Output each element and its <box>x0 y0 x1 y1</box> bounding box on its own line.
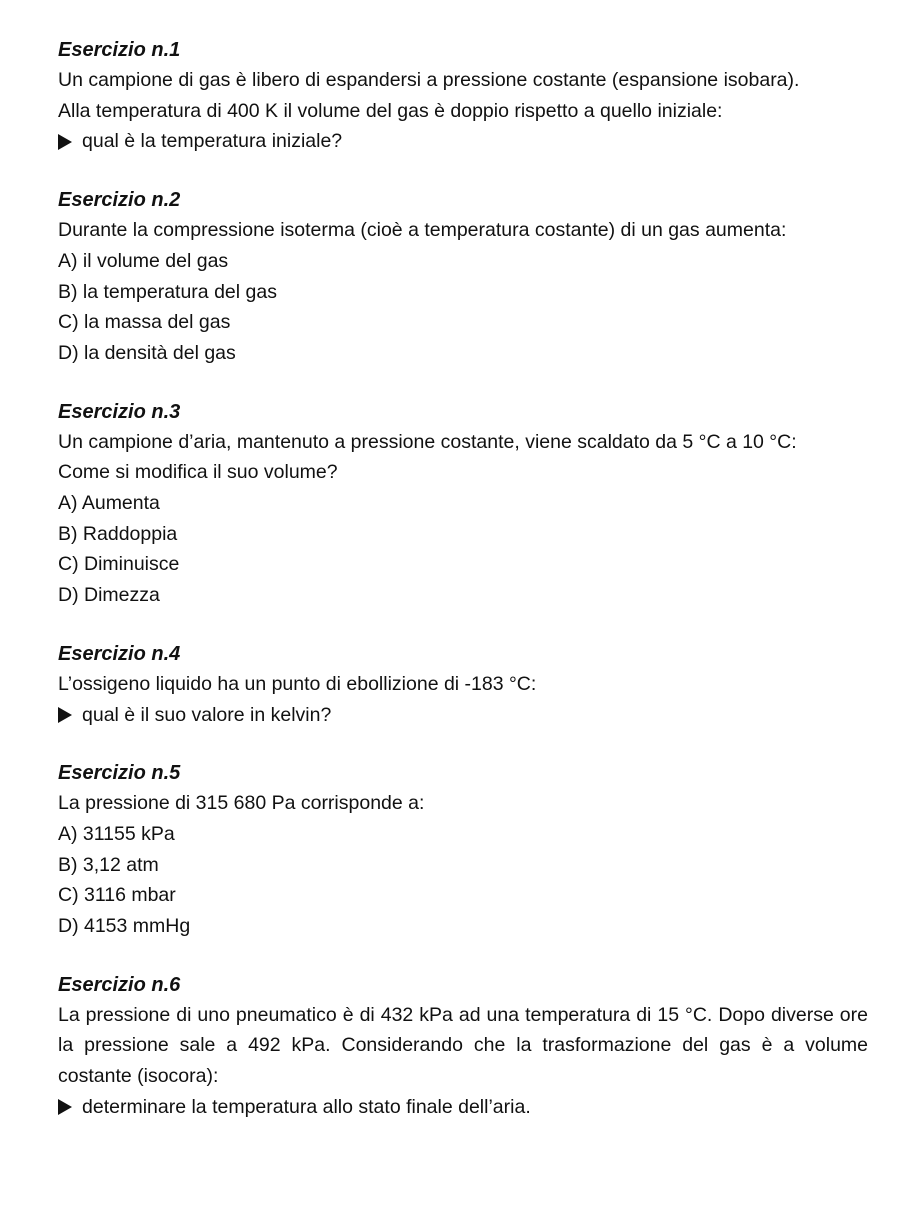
exercise-2-title: Esercizio n.2 <box>58 189 181 212</box>
exercise-1-text-line-2: Alla temperatura di 400 K il volume del gas è doppio rispetto a quello iniziale: <box>58 99 723 122</box>
exercise-1-question <box>58 126 868 157</box>
exercise-6-paragraph: La pressione di uno pneumatico è di 432 kPa ad una temperatura di 15 °C. Dopo diverse ore la pressione sale a 492 kPa. Considerando che la trasformazione del gas è a volume costante (isocora): <box>58 1003 868 1088</box>
exercise-1 <box>58 35 868 157</box>
exercise-5-option-d: D) 4153 mmHg <box>58 915 191 938</box>
exercise-3-option-a: A) Aumenta <box>58 492 160 515</box>
exercise-4-title: Esercizio n.4 <box>58 642 181 665</box>
exercise-5-text-line-1: La pressione di 315 680 Pa corrisponde a: <box>58 792 425 815</box>
exercise-4-text-line-1: L’ossigeno liquido ha un punto di ebollizione di -183 °C: <box>58 672 537 695</box>
exercise-1-title: Esercizio n.1 <box>58 39 181 61</box>
exercise-5-option-b: B) 3,12 atm <box>58 853 159 876</box>
exercise-1-text-line-1: Un campione di gas è libero di espandersi a pressione costante (espansione isobara). <box>58 69 800 91</box>
exercise-3-option-c: C) Diminuisce <box>58 553 180 576</box>
exercise-4 <box>58 639 868 730</box>
exercise-2-option-b: B) la temperatura del gas <box>58 280 277 303</box>
exercise-6 <box>58 970 868 1123</box>
exercise-5 <box>58 758 868 942</box>
exercise-sheet <box>58 35 868 1123</box>
exercise-3-text-line-1: Un campione d’aria, mantenuto a pressione costante, viene scaldato da 5 °C a 10 °C: <box>58 430 797 453</box>
exercise-3-text-line-2: Come si modifica il suo volume? <box>58 461 338 484</box>
exercise-3-option-d: D) Dimezza <box>58 584 160 607</box>
play-arrow-icon <box>58 1099 72 1115</box>
exercise-4-question <box>58 700 868 731</box>
exercise-2-option-d: D) la densità del gas <box>58 341 236 364</box>
exercise-2-option-a: A) il volume del gas <box>58 249 229 272</box>
exercise-3-title: Esercizio n.3 <box>58 400 181 423</box>
exercise-6-title: Esercizio n.6 <box>58 973 181 996</box>
exercise-1-question-text: qual è la temperatura iniziale? <box>82 130 343 153</box>
exercise-5-title: Esercizio n.5 <box>58 762 181 785</box>
exercise-2-text-line-1: Durante la compressione isoterma (cioè a temperatura costante) di un gas aumenta: <box>58 219 787 242</box>
exercise-3-option-b: B) Raddoppia <box>58 522 178 545</box>
exercise-5-option-a: A) 31155 kPa <box>58 822 175 845</box>
exercise-4-question-text: qual è il suo valore in kelvin? <box>82 703 332 726</box>
exercise-2 <box>58 185 868 369</box>
exercise-5-option-c: C) 3116 mbar <box>58 884 176 907</box>
play-arrow-icon <box>58 707 72 723</box>
play-arrow-icon <box>58 134 72 150</box>
exercise-6-question-text: determinare la temperatura allo stato finale dell’aria. <box>82 1095 531 1118</box>
exercise-6-question <box>58 1092 868 1123</box>
exercise-2-option-c: C) la massa del gas <box>58 311 231 334</box>
exercise-3 <box>58 397 868 611</box>
